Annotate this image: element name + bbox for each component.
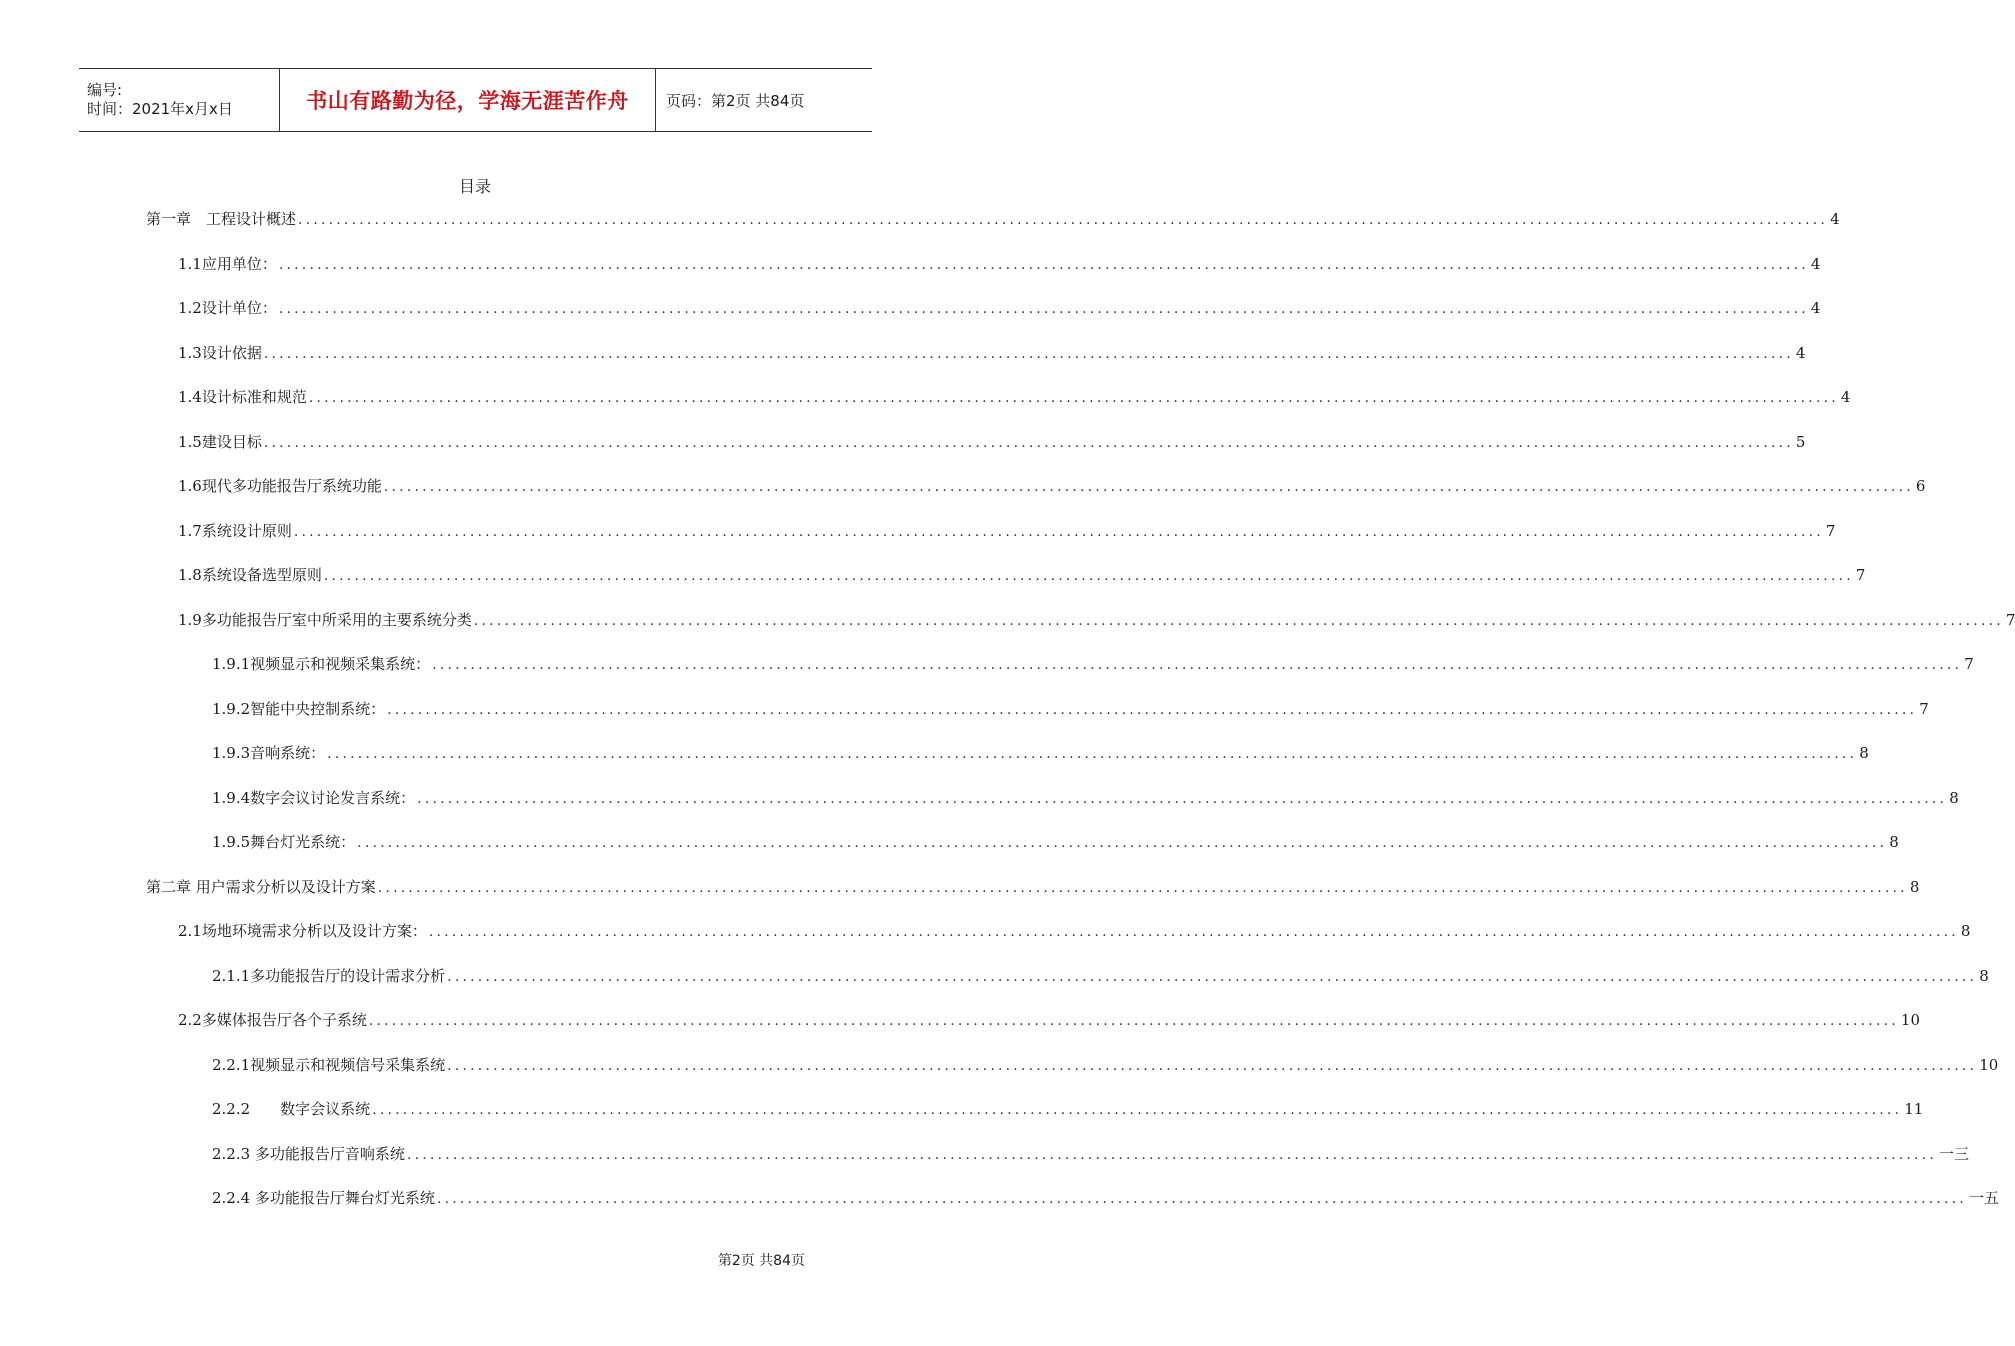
toc-entry-page: 7 [1855, 566, 1866, 584]
toc-entry[interactable] [178, 920, 1971, 941]
toc-entry-label: 第二章 用户需求分析以及设计方案 [146, 877, 376, 896]
toc-entry[interactable] [212, 831, 1899, 852]
toc-entry[interactable] [178, 520, 1836, 541]
toc-entry-label: 2.2.4 多功能报告厅舞台灯光系统 [212, 1189, 435, 1207]
toc-entry-page: 6 [1915, 477, 1926, 495]
toc-entry[interactable] [212, 698, 1929, 719]
toc-entry-label: 2.2.1视频显示和视频信号采集系统 [212, 1055, 446, 1074]
header-motto-cell [280, 69, 656, 131]
toc-title: 目录 [458, 177, 491, 196]
toc-entry-label: 1.5建设目标 [178, 432, 262, 451]
toc-leader-dots: ........................................................................................................................................................................................................ [406, 1146, 1937, 1163]
toc-entry-page: 4 [1840, 388, 1851, 406]
date-text: 时间：2021年x月x日 [87, 100, 233, 118]
toc-entry-page: 8 [1889, 833, 1899, 851]
toc-entry-label: 1.9.1视频显示和视频采集系统： [212, 655, 431, 673]
toc-leader-dots: ........................................................................................................................................................................................................ [447, 1057, 1978, 1074]
toc-leader-dots: ........................................................................................................................................................................................................ [368, 1013, 1899, 1029]
serial-label: 编号: [87, 81, 123, 99]
toc-leader-dots: ........................................................................................................................................................................................................ [473, 612, 2004, 629]
toc-entry-page: 8 [1909, 877, 1920, 896]
footer-page-number: 第2页 共84页 [717, 1253, 805, 1269]
toc-entry-page: 10 [1979, 1055, 1999, 1074]
toc-entry[interactable] [212, 1054, 1999, 1075]
toc-entry-label: 1.9.2智能中央控制系统： [212, 699, 386, 718]
toc-entry-label: 1.2设计单位： [178, 299, 277, 317]
toc-entry-label: 1.9.4数字会议讨论发言系统： [212, 788, 416, 807]
toc-leader-dots: ........................................................................................................................................................................................................ [308, 390, 1839, 406]
toc-entry-page: 10 [1900, 1011, 1920, 1029]
toc-entry[interactable] [212, 1187, 1999, 1208]
toc-entry[interactable] [178, 475, 1926, 496]
toc-leader-dots: ........................................................................................................................................................................................................ [377, 879, 1908, 896]
toc-entry-label: 2.2.2 数字会议系统 [212, 1100, 371, 1118]
toc-entry-label: 1.3设计依据 [178, 343, 262, 362]
toc-entry-page: 4 [1795, 343, 1806, 362]
toc-entry-page: 一五 [1968, 1189, 1999, 1207]
toc-entry-label: 1.9多功能报告厅室中所采用的主要系统分类 [178, 610, 472, 629]
toc-leader-dots: ........................................................................................................................................................................................................ [372, 1102, 1903, 1118]
toc-entry-page: 4 [1830, 210, 1840, 228]
toc-leader-dots: ........................................................................................................................................................................................................ [387, 701, 1918, 718]
toc-entry[interactable] [178, 342, 1806, 363]
toc-entry-label: 第一章 工程设计概述 [146, 210, 297, 228]
toc-entry-page: 7 [1964, 655, 1974, 673]
header-meta [79, 69, 280, 131]
toc-entry-page: 8 [1859, 744, 1869, 762]
toc-entry[interactable] [212, 787, 1959, 808]
toc-entry[interactable] [212, 742, 1869, 763]
toc-entry[interactable] [212, 1098, 1924, 1119]
toc-leader-dots: ........................................................................................................................................................................................................ [263, 434, 1794, 451]
toc-entry[interactable] [178, 253, 1821, 274]
toc-leader-dots: ........................................................................................................................................................................................................ [278, 256, 1809, 273]
toc-entry-page: 7 [2005, 610, 2015, 629]
toc-entry-label: 2.2多媒体报告厅各个子系统 [178, 1011, 367, 1029]
toc-entry-page: 一三 [1938, 1144, 1969, 1163]
header-page-number: 页码：第2页 共84页 [666, 91, 805, 110]
toc-entry-page: 7 [1919, 699, 1929, 718]
toc-entry-label: 2.1场地环境需求分析以及设计方案： [178, 922, 427, 940]
toc-entry[interactable] [178, 564, 1866, 585]
toc-leader-dots: ........................................................................................................................................................................................................ [323, 568, 1854, 584]
toc-entry[interactable] [146, 208, 1840, 229]
toc-leader-dots: ........................................................................................................................................................................................................ [278, 301, 1809, 317]
toc-entry-label: 1.9.3音响系统： [212, 744, 326, 762]
toc-leader-dots: ........................................................................................................................................................................................................ [436, 1191, 1967, 1207]
toc-entry[interactable] [178, 609, 2015, 630]
toc-leader-dots: ........................................................................................................................................................................................................ [447, 968, 1978, 985]
toc-leader-dots: ........................................................................................................................................................................................................ [298, 212, 1829, 228]
toc-entry-label: 2.1.1多功能报告厅的设计需求分析 [212, 966, 446, 985]
toc-entry-page: 4 [1810, 299, 1821, 317]
toc-entry-page: 11 [1904, 1100, 1924, 1118]
toc-entry[interactable] [212, 653, 1974, 674]
toc-entry-label: 1.9.5舞台灯光系统： [212, 833, 356, 851]
toc-entry-label: 1.6现代多功能报告厅系统功能 [178, 477, 382, 495]
toc-entry-page: 8 [1979, 966, 1989, 985]
toc-entry[interactable] [178, 1009, 1920, 1030]
toc-entry-page: 7 [1825, 521, 1836, 540]
toc-entry[interactable] [178, 386, 1851, 407]
toc-leader-dots: ........................................................................................................................................................................................................ [327, 746, 1858, 762]
document-header [79, 68, 872, 132]
toc-leader-dots: ........................................................................................................................................................................................................ [383, 479, 1914, 495]
toc-entry-label: 1.4设计标准和规范 [178, 388, 307, 406]
toc-entry-label: 1.8系统设备选型原则 [178, 566, 322, 584]
toc-entry[interactable] [212, 1143, 1969, 1164]
toc-entry-label: 1.1应用单位： [178, 254, 277, 273]
toc-entry[interactable] [146, 876, 1920, 897]
toc-entry-page: 8 [1960, 922, 1971, 940]
toc-leader-dots: ........................................................................................................................................................................................................ [263, 345, 1794, 362]
toc-entry[interactable] [178, 297, 1821, 318]
toc-entry-label: 2.2.3 多功能报告厅音响系统 [212, 1144, 405, 1163]
toc-leader-dots: ........................................................................................................................................................................................................ [417, 790, 1948, 807]
toc-entry-label: 1.7系统设计原则 [178, 521, 292, 540]
toc-entry[interactable] [178, 431, 1806, 452]
toc-leader-dots: ........................................................................................................................................................................................................ [357, 835, 1888, 851]
toc-leader-dots: ........................................................................................................................................................................................................ [428, 924, 1959, 940]
toc-entry[interactable] [212, 965, 1989, 986]
header-page-cell [656, 69, 872, 131]
toc-leader-dots: ........................................................................................................................................................................................................ [293, 523, 1824, 540]
toc-entry-page: 8 [1949, 788, 1959, 807]
motto: 书山有路勤为径，学海无涯苦作舟 [306, 89, 629, 113]
toc-entry-page: 5 [1795, 432, 1806, 451]
toc-entry-page: 4 [1810, 254, 1821, 273]
toc-leader-dots: ........................................................................................................................................................................................................ [432, 657, 1963, 673]
